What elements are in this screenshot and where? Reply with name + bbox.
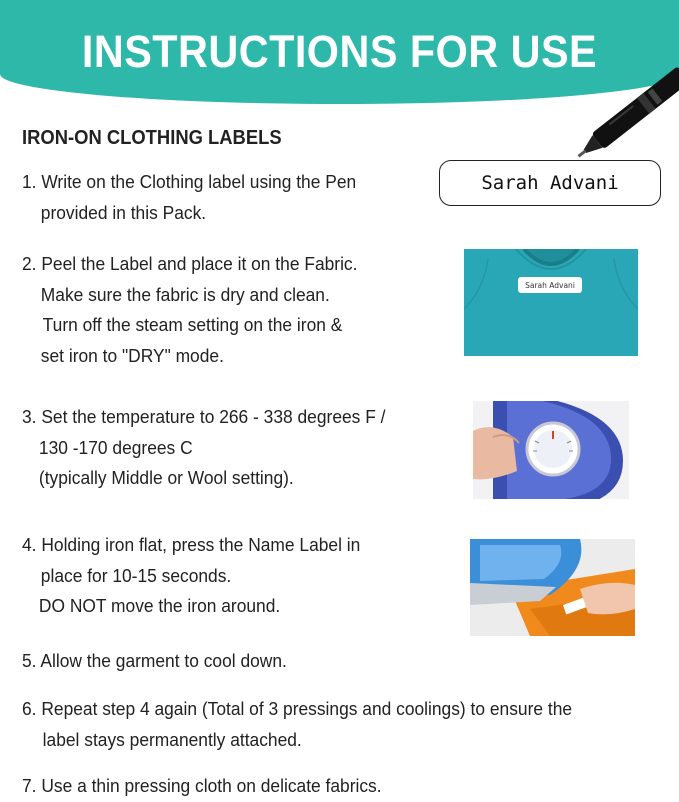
step-7 [22, 771, 382, 802]
step-line: 7. Use a thin pressing cloth on delicate fabrics. [22, 775, 382, 796]
step-line: set iron to "DRY" mode. [40, 344, 224, 366]
step-line: place for 10-15 seconds. [40, 564, 232, 586]
step-line: Turn off the steam setting on the iron & [42, 314, 343, 335]
step-line: 6. Repeat step 4 again (Total of 3 pressings and coolings) to ensure the [22, 698, 573, 719]
step-1 [22, 167, 356, 228]
tshirt-name-label: Sarah Advani [518, 277, 582, 293]
step-4 [22, 530, 360, 622]
step-line: 3. Set the temperature to 266 - 338 degrees F / [22, 406, 386, 427]
step-3 [22, 402, 385, 494]
step-line: DO NOT move the iron around. [38, 595, 281, 616]
step-5 [22, 646, 287, 677]
step-6 [22, 694, 572, 755]
step-2 [22, 249, 357, 371]
iron-dial-icon [473, 401, 629, 499]
name-label-sample: Sarah Advani [439, 160, 661, 206]
step-line: provided in this Pack. [40, 201, 207, 223]
step-line: 130 -170 degrees C [38, 436, 193, 458]
tshirt-icon [464, 249, 638, 356]
step-line: Make sure the fabric is dry and clean. [40, 283, 330, 305]
step-line: (typically Middle or Wool setting). [38, 467, 294, 488]
page-title: INSTRUCTIONS FOR USE [81, 26, 598, 77]
step-line: 2. Peel the Label and place it on the Fabric. [22, 253, 358, 274]
step-line: label stays permanently attached. [42, 728, 302, 750]
step-line: 4. Holding iron flat, press the Name Label in [22, 534, 361, 555]
iron-press-icon [470, 539, 635, 636]
section-title: IRON-ON CLOTHING LABELS [22, 127, 282, 149]
step-line: 5. Allow the garment to cool down. [22, 650, 287, 671]
step-line: 1. Write on the Clothing label using the Pen [22, 171, 357, 192]
